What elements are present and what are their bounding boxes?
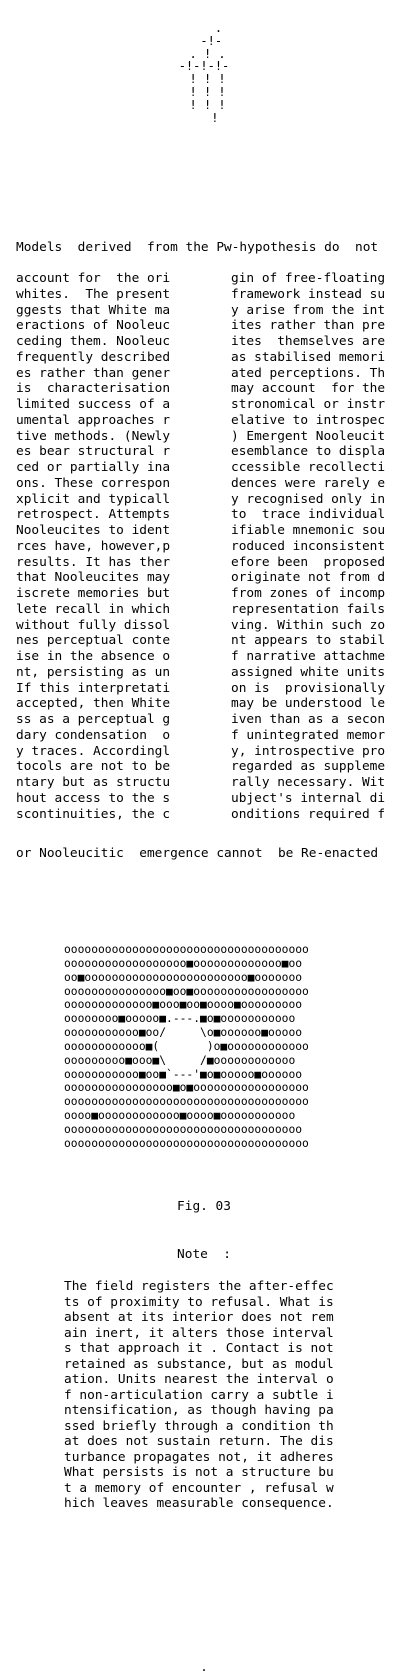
footer-dot-mark: . xyxy=(200,1660,208,1674)
text-column-left: account for the ori whites. The present ggests that White ma eractions of Nooleuc ceding them. Nooleuc frequently described es rather than gener is characterisation limited success of a umental approaches r tive methods. (Newly es bear structural r ced or partially ina ons. These correspon xplicit and typicall retrospect. Attempts Nooleucites to ident rces have, however,p results. It has ther that Nooleucites may iscrete memories but lete recall in which without fully dissol nes perceptual conte ise in the absence o nt, persisting as un If this interpretati accepted, then White ss as a perceptual g dary condensation o y traces. Accordingl tocols are not to be ntary but as structu hout access to the s scontinuities, the c xyxy=(16,271,171,822)
text-column-right: gin of free-floating framework instead su y arise from the int ites rather than pre ites themselves are as stabilised memori ated perceptions. Th may account for the stronomical or instr elative to introspec ) Emergent Nooleucit esemblance to displa ccessible recollecti dences were rarely e y recognised only in to trace individual ifiable mnemonic sou roduced inconsistent efore been proposed originate not from d from zones of incomp representation fails ving. Within such zo nt appears to stabil f narrative attachme assigned white units on is provisionally may be understood le iven than as a secon f unintegrated memor y, introspective pro regarded as suppleme rally necessary. Wit ubject's internal di onditions required f xyxy=(231,271,386,822)
header-ascii-glyph: . -!- . ! . -!-!-!- ! ! ! ! ! ! ! ! ! ! xyxy=(178,21,230,125)
tail-line: or Nooleucitic emergence cannot be Re-enacted xyxy=(16,846,379,861)
lead-line: Models derived from the Pw-hypothesis do not xyxy=(16,240,379,255)
note-heading: Note : xyxy=(177,1247,231,1262)
figure-caption: Fig. 03 xyxy=(177,1199,231,1214)
note-body: The field registers the after-effec ts of proximity to refusal. What is absent at its interior does not rem ain inert, it alters those interval s that approach it . Contact is not retained as substance, but as modul ation. Units nearest the interval o f non-articulation carry a subtle i ntensification, as though having pa ssed briefly through a condition th at does not sustain return. The dis turbance propagates not, it adheres What persists is not a structure bu t a memory of encounter , refusal w hich leaves measurable consequence. xyxy=(64,1279,334,1511)
ascii-figure-field: oooooooooooooooooooooooooooooooooooo oooooooooooooooooo■ooooooooooooo■oo oo■oooooooooooooooooooooooo■ooooooo ooooooooooooooo■oo■ooooooooooooooooo ooooooooooooo■ooo■oo■oooo■ooooooooo oooooooo■ooooo■.---.■o■ooooooooooo ooooooooooo■oo/ \o■oooooo■ooooo oooooooooooo■( )o■oooooooooooo ooooooooo■ooo■\ /■oooooooooooo ooooooooooo■oo■`---'■o■ooooo■oooooo oooooooooooooooo■o■ooooooooooooooooo oooooooooooooooooooooooooooooooooooo oooo■oooooooooooo■oooo■ooooooooooo ooooooooooooooooooooooooooooooooooo oooooooooooooooooooooooooooooooooooo xyxy=(64,943,309,1150)
